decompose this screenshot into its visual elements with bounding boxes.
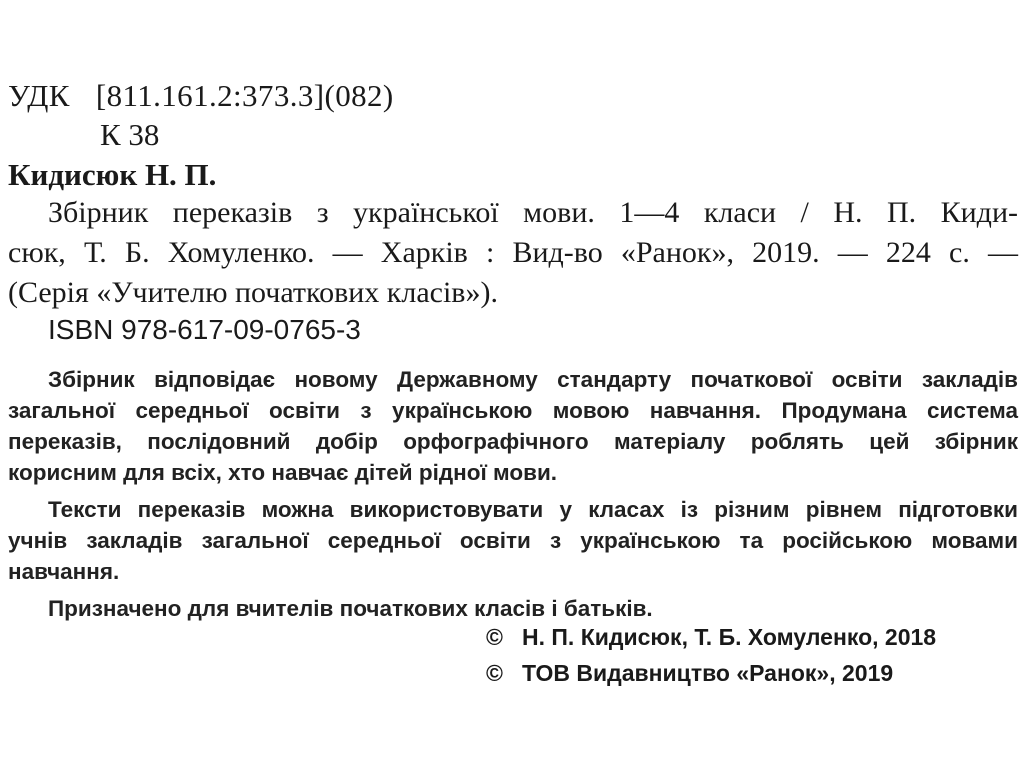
bib-line: сюк, Т. Б. Хомуленко. — Харків : Вид-во «Ранок», 2019. — 224 с. — xyxy=(8,236,1018,269)
abstract-paragraph xyxy=(8,494,1018,587)
abstract-line: Призначено для вчителів початкових класів і батьків. xyxy=(48,596,653,621)
author-heading: Кидисюк Н. П. xyxy=(8,157,217,192)
abstract-line: Тексти переказів можна використовувати у класах із різним рівнем підготовки xyxy=(48,497,1018,522)
abstract-line: учнів закладів загальної середньої освіти з українською та російською мовами xyxy=(8,528,1018,553)
bib-line: (Серія «Учителю початкових класів»). xyxy=(8,276,498,309)
abstract-line: загальної середньої освіти з українською мовою навчання. Продумана система xyxy=(8,398,1018,423)
copyright-symbol: © xyxy=(486,660,503,686)
abstract-paragraph xyxy=(8,364,1018,488)
copyright-line xyxy=(486,624,936,651)
bib-line: Збірник переказів з української мови. 1—4 класи / Н. П. Киди- xyxy=(48,196,1018,229)
abstract-line: переказів, послідовний добір орфографічного матеріалу роблять цей збірник xyxy=(8,429,1018,454)
bibliographic-description xyxy=(8,193,1018,313)
udk-label: УДК xyxy=(8,78,70,113)
abstract-line: Збірник відповідає новому Державному стандарту початкової освіти закладів xyxy=(48,367,1018,392)
udk-line xyxy=(8,78,394,114)
udk-code: [811.161.2:373.3](082) xyxy=(95,78,394,113)
copyright-text: ТОВ Видавництво «Ранок», 2019 xyxy=(522,660,894,686)
abstract-line: навчання. xyxy=(8,559,120,584)
abstract-line: корисним для всіх, хто навчає дітей рідної мови. xyxy=(8,460,558,485)
abstract-paragraph xyxy=(8,593,1018,624)
copyright-symbol: © xyxy=(486,624,503,650)
copyright-text: Н. П. Кидисюк, Т. Б. Хомуленко, 2018 xyxy=(522,624,937,650)
isbn: ISBN 978-617-09-0765-3 xyxy=(48,314,361,345)
author-sign: К 38 xyxy=(100,117,160,152)
abstract xyxy=(8,364,1018,630)
copyright-line xyxy=(486,660,893,687)
